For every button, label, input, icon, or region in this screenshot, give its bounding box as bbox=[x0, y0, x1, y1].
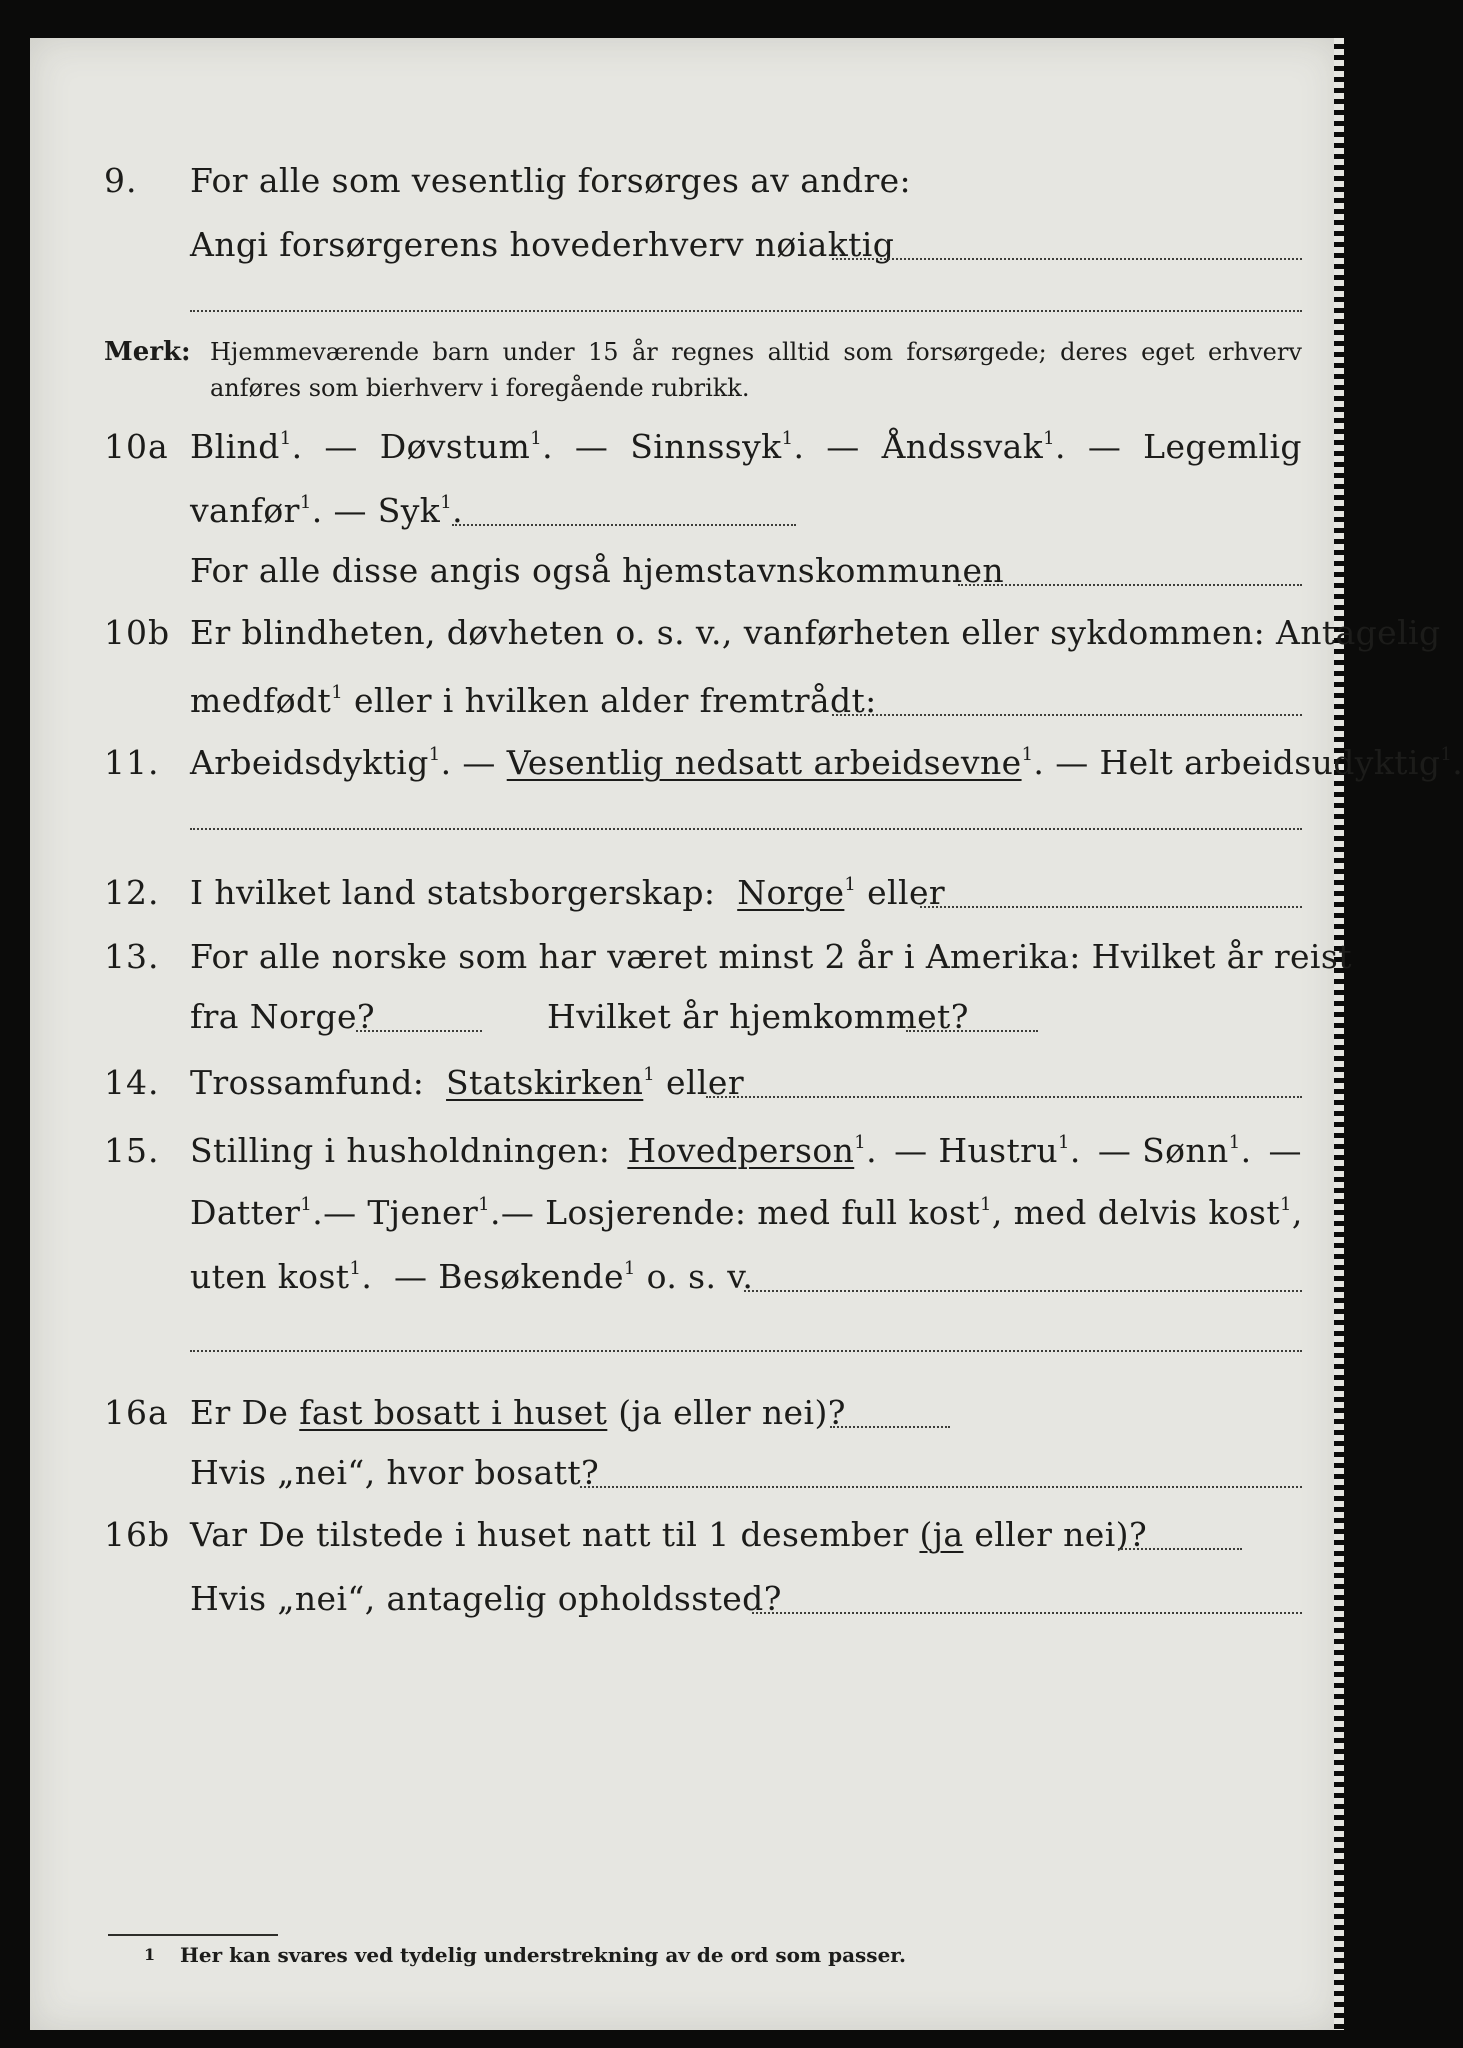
note-word: erhverv bbox=[1207, 338, 1302, 366]
question-text: Er De fast bosatt i huset (ja eller nei)? bbox=[190, 1393, 846, 1432]
note-word: eget bbox=[1141, 338, 1195, 366]
question-text: For alle disse angis også hjemstavnskommunen bbox=[190, 551, 1005, 590]
marked-answer: Vesentlig nedsatt arbeidsevne bbox=[506, 743, 1022, 782]
question-text: I hvilket land statsborgerskap: Norge$^1$ eller bbox=[190, 873, 946, 912]
question-text: Var De tilstede i huset natt til 1 desember (ja eller nei)? bbox=[190, 1515, 1148, 1554]
marked-answer: Hovedperson bbox=[627, 1131, 855, 1170]
question-16b bbox=[0, 1508, 1362, 1562]
question-10b bbox=[0, 606, 1441, 660]
question-11 bbox=[0, 736, 1463, 790]
note-label: Merk: bbox=[104, 337, 191, 367]
footnote-text: Her kan svares ved tydelig understrekning av de ord som passer. bbox=[180, 1943, 906, 1967]
answer-line[interactable] bbox=[452, 524, 796, 526]
question-10b-line-2 bbox=[0, 674, 1362, 728]
question-12 bbox=[0, 866, 1362, 920]
note-text bbox=[210, 334, 1302, 406]
note-word: som bbox=[843, 338, 893, 366]
question-13 bbox=[0, 930, 1362, 984]
question-13-line-2 bbox=[0, 990, 1362, 1044]
answer-line[interactable] bbox=[580, 1486, 1302, 1488]
question-text: Er blindheten, døvheten o. s. v., vanførheten eller sykdommen: Antagelig bbox=[190, 613, 1441, 652]
question-number: 15. bbox=[104, 1131, 160, 1170]
question-15 bbox=[0, 1124, 1362, 1178]
answer-line[interactable] bbox=[190, 1350, 1302, 1352]
answer-line[interactable] bbox=[744, 1290, 1302, 1292]
question-text: Blind$^1$. — Døvstum$^1$. — Sinnssyk$^1$. — Åndssvak$^1$. — Legemlig bbox=[190, 427, 1302, 466]
question-text: Datter$^1$. — Tjener$^1$. — Losjerende: med full kost$^1$, med delvis kost$^1$, bbox=[190, 1193, 1303, 1232]
question-number: 12. bbox=[104, 873, 160, 912]
footnote-mark: 1 bbox=[144, 1945, 156, 1964]
answer-line[interactable] bbox=[920, 906, 1302, 908]
question-15-line-3 bbox=[0, 1250, 1362, 1304]
question-16a-line-2 bbox=[0, 1446, 1362, 1500]
note-word: alltid bbox=[767, 338, 830, 366]
question-number: 11. bbox=[104, 743, 160, 782]
answer-line[interactable] bbox=[830, 1426, 950, 1428]
question-14 bbox=[0, 1056, 1362, 1110]
note-word: Hjemmeværende bbox=[210, 338, 420, 366]
question-number: 16b bbox=[104, 1515, 171, 1554]
footnote-rule bbox=[108, 1934, 278, 1936]
footnote bbox=[144, 1940, 906, 1970]
answer-line[interactable] bbox=[832, 714, 1302, 716]
answer-line[interactable] bbox=[1118, 1548, 1242, 1550]
answer-line[interactable] bbox=[906, 1030, 1038, 1032]
marked-answer: Statskirken bbox=[446, 1063, 644, 1102]
question-text: Trossamfund: Statskirken$^1$ eller bbox=[190, 1063, 744, 1102]
question-text: Hvis „nei“, hvor bosatt? bbox=[190, 1453, 600, 1492]
answer-line[interactable] bbox=[190, 310, 1302, 312]
note-word: under bbox=[502, 338, 575, 366]
note-word: deres bbox=[1060, 338, 1128, 366]
marked-answer: fast bosatt i huset bbox=[299, 1393, 608, 1432]
question-16a bbox=[0, 1386, 1362, 1440]
question-10a-line-2 bbox=[0, 484, 1362, 538]
note-word: barn bbox=[432, 338, 490, 366]
marked-answer: Norge bbox=[737, 873, 845, 912]
question-number: 9. bbox=[104, 161, 138, 200]
note-word: 15 bbox=[587, 338, 619, 366]
note-word: forsørgede; bbox=[906, 338, 1047, 366]
answer-line[interactable] bbox=[752, 1612, 1302, 1614]
question-10a bbox=[0, 420, 1362, 474]
question-text: Stilling i husholdningen: Hovedperson$^1$. — Hustru$^1$. — Sønn$^1$. — bbox=[190, 1131, 1302, 1170]
marked-answer: (ja bbox=[919, 1515, 964, 1554]
answer-line[interactable] bbox=[356, 1030, 482, 1032]
answer-line[interactable] bbox=[190, 828, 1302, 830]
note-word: regnes bbox=[671, 338, 755, 366]
question-number: 13. bbox=[104, 937, 160, 976]
question-text: uten kost$^1$. — Besøkende$^1$ o. s. v. bbox=[190, 1257, 754, 1296]
answer-line[interactable] bbox=[958, 584, 1302, 586]
question-text: Angi forsørgerens hovederhverv nøiaktig bbox=[190, 225, 895, 264]
question-text: medfødt$^1$ eller i hvilken alder fremtrådt: bbox=[190, 681, 877, 720]
answer-line[interactable] bbox=[706, 1096, 1302, 1098]
note-word: år bbox=[631, 338, 658, 366]
question-number: 14. bbox=[104, 1063, 160, 1102]
note-line-2: anføres som bierhverv i foregående rubrikk. bbox=[210, 374, 750, 402]
question-text: Hvis „nei“, antagelig opholdssted? bbox=[190, 1579, 782, 1618]
question-number: 16a bbox=[104, 1393, 169, 1432]
question-number: 10b bbox=[104, 613, 171, 652]
note-line-1 bbox=[210, 334, 1302, 370]
question-text: fra Norge? Hvilket år hjemkommet? bbox=[190, 997, 969, 1036]
question-9-line-2 bbox=[0, 218, 1362, 272]
question-9 bbox=[0, 154, 1362, 208]
answer-line[interactable] bbox=[832, 258, 1302, 260]
question-16b-line-2 bbox=[0, 1572, 1362, 1626]
question-text: vanfør$^1$. — Syk$^1$. bbox=[190, 491, 463, 530]
question-number: 10a bbox=[104, 427, 169, 466]
question-text: Arbeidsdyktig$^1$. — Vesentlig nedsatt arbeidsevne$^1$. — Helt arbeidsudyktig$^1$. bbox=[190, 743, 1463, 782]
question-15-line-2 bbox=[0, 1186, 1362, 1240]
question-10a-line-3 bbox=[0, 544, 1362, 598]
question-text: For alle som vesentlig forsørges av andre: bbox=[190, 161, 912, 200]
question-text: For alle norske som har været minst 2 år i Amerika: Hvilket år reist bbox=[190, 937, 1352, 976]
